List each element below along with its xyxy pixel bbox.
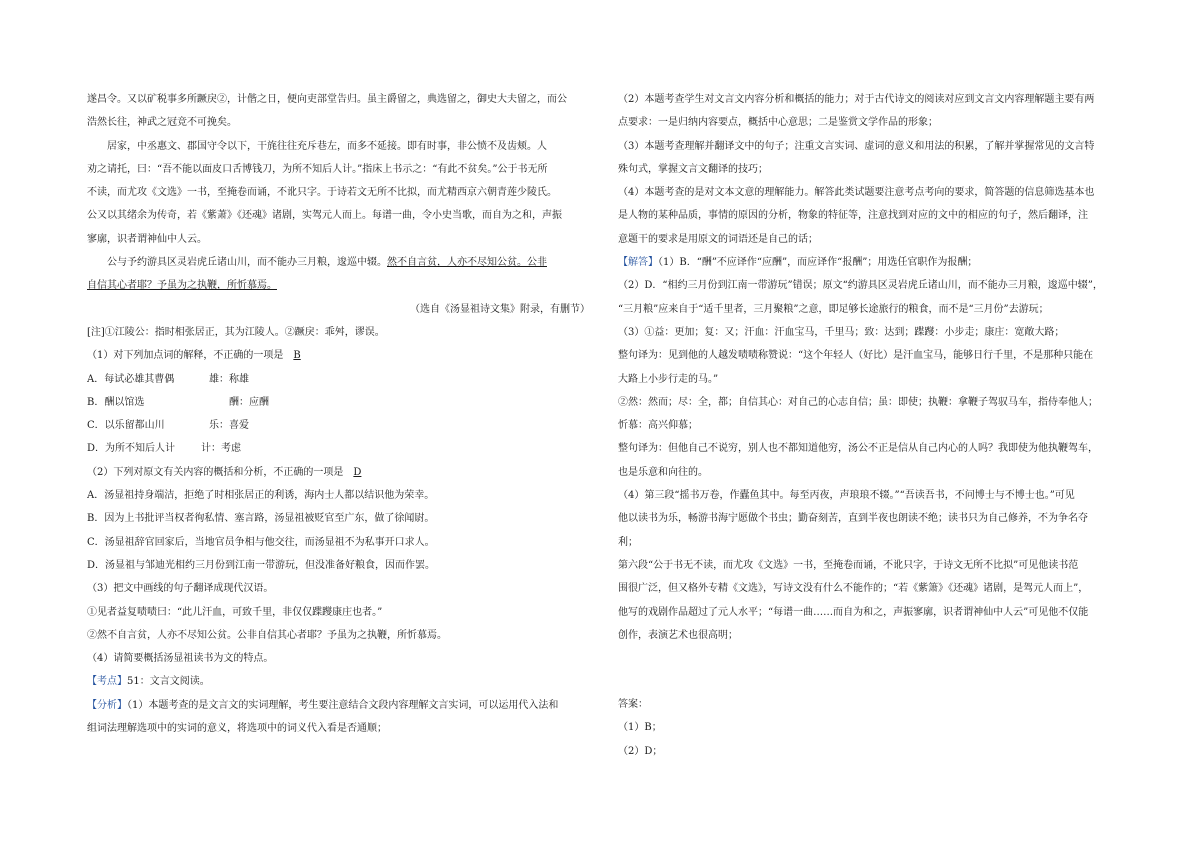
- text-line: [87, 251, 590, 274]
- text-line: 也是乐意和向往的。: [618, 466, 708, 478]
- option-gloss: 乐：喜爱: [209, 420, 249, 432]
- text-line: （4）本题考查的是对文本文意的理解能力。解答此类试题要注意考点考向的要求，简答题的信息筛选基本也: [618, 187, 1095, 199]
- question-text: （1）对下列加点词的解释，不正确的一项是: [87, 350, 284, 362]
- jieda-tag: 【解答】: [618, 257, 658, 269]
- text-line: （2）本题考查学生对文言文内容分析和概括的能力；对于古代诗文的阅读对应到文言文内容理解题主要有两: [618, 94, 1095, 105]
- option-b: B．因为上书批评当权者徇私情、塞言路，汤显祖被贬官至广东，做了徐闻尉。: [87, 513, 435, 525]
- text-line: 围很广泛，但又格外专精《文选》，写诗文没有什么不能作的；“若《紫箫》《还魂》诸剧，是驾元人而上”，: [618, 583, 1089, 595]
- question-4: （4）请简要概括汤显祖读书为文的特点。: [87, 653, 274, 665]
- option-d: [87, 437, 590, 460]
- text-line: ②然：然而；尽：全，都；自信其心：对自己的心志自信；虽：即使；执鞭：拿鞭子驾驭马车，指侍奉他人；: [618, 396, 1098, 408]
- text-line: 创作，表演艺术也很高明；: [618, 629, 738, 641]
- option-text: A．每试必雄其曹偶: [87, 373, 175, 385]
- text-line: 寥廓，识者谓神仙中人云。: [87, 233, 207, 245]
- option-b: [87, 391, 590, 414]
- text-line: （4）第三段“摇书万卷，作蠹鱼其中。每至丙夜，声琅琅不辍。”“吾读吾书，不问博士与不博士也。”可见: [618, 490, 1075, 502]
- answer-label: 答案：: [618, 699, 648, 711]
- text-line: 整句译为：但他自己不说穷，别人也不都知道他穷，汤公不正是信从自己内心的人吗？我即使为他执鞭驾车，: [618, 443, 1098, 455]
- answer-1: （1）B；: [618, 722, 662, 734]
- option-a: A．汤显祖持身端洁，拒绝了时相张居正的利诱，海内士人都以结识他为荣幸。: [87, 490, 435, 502]
- option-c: [87, 414, 590, 437]
- text-line: [87, 274, 590, 297]
- answer-blank: D: [353, 466, 362, 478]
- text-line: 浩然长往，神武之冠竞不可挽矣。: [87, 117, 237, 129]
- kaodian-line: [87, 670, 590, 693]
- text-line: 殊句式，掌握文言文翻译的技巧；: [618, 163, 768, 175]
- text-line: 遂昌令。又以矿税事多所蹶戾②，计偕之日，便向吏部堂告归。虽主爵留之，典选留之，御史大夫留之，而公: [87, 94, 567, 105]
- kaodian-tag: 【考点】: [87, 676, 127, 688]
- jieda-line: [618, 251, 1130, 274]
- question-text: （2）下列对原文有关内容的概括和分析，不正确的一项是: [87, 466, 344, 478]
- text-line: 是人物的某种品质，事情的原因的分析，物象的特征等，注意找到对应的文中的相应的句子，然后翻译，注: [618, 210, 1088, 222]
- option-text: B．酬以馆选: [87, 396, 145, 408]
- option-gloss: 酬：应酬: [229, 396, 269, 408]
- fenxi-tag: 【分析】: [87, 699, 127, 711]
- option-gloss: 雄：称雄: [209, 373, 249, 385]
- footnote: [注]①江陵公：指时相张居正，其为江陵人。②蹶戾：乖舛，谬误。: [87, 326, 385, 338]
- underlined-sentence: 然不自言贫，人亦不尽知公贫。公非: [387, 257, 547, 269]
- left-column: [87, 88, 590, 740]
- option-a: [87, 368, 590, 391]
- text-line: “三月粮”应来自于“适千里者，三月聚粮”之意，即足够长途旅行的粮食，而不是“三月份”去游玩；: [618, 303, 1049, 315]
- option-d: D．汤显祖与邹迪光相约三月份到江南一带游玩，但没准备好粮食，因而作罢。: [87, 559, 436, 571]
- text-line: 他写的戏剧作品超过了元人水平；“每谱一曲……而自为和之，声振寥廓，识者谓神仙中人云”可见他不仅能: [618, 606, 1089, 618]
- question-2: [87, 461, 590, 484]
- text-line: 点要求：一是归纳内容要点，概括中心意思；二是鉴赏文学作品的形象；: [618, 117, 938, 129]
- answer-blank: B: [293, 350, 301, 362]
- option-c: C．汤显祖辞官回家后，当地官员争相与他交往，而汤显祖不为私事开口求人。: [87, 536, 435, 548]
- underlined-sentence: 自信其心者耶？予虽为之执鞭，所忻慕焉。: [87, 280, 277, 292]
- spacer: [618, 647, 1130, 670]
- text-line: 整句译为：见到他的人越发啧啧称赞说：“这个年轻人（好比）是汗血宝马，能够日行千里，不是那种只能在: [618, 350, 1094, 362]
- spacer: [618, 670, 1130, 693]
- option-text: D．为所不知后人计: [87, 443, 176, 455]
- jieda-text: （1）B．“酬”不应译作“应酬”，而应译作“报酬”；用选任官职作为报酬；: [658, 257, 978, 269]
- text-line: 大路上小步行走的马。”: [618, 373, 719, 385]
- text-segment: 公与予约游具区灵岩虎丘诸山川，而不能办三月粮，逡巡中辍。: [107, 257, 387, 269]
- question-3: （3）把文中画线的句子翻译成现代汉语。: [87, 583, 274, 595]
- text-line: 不读，而尤攻《文选》一书，至掩卷而诵，不讹只字。于诗若文无所不比拟，而尤精西京六朝青莲少陵氏。: [87, 187, 557, 199]
- question-1: [87, 344, 590, 367]
- sentence-2: ②然不自言贫，人亦不尽知公贫。公非自信其心者耶？予虽为之执鞭，所忻慕焉。: [87, 629, 447, 641]
- text-line: 公又以其绪余为传奇，若《紫萧》《还魂》诸剧，实驾元人而上。每谱一曲，令小史当歌，而自为之和，声振: [87, 210, 562, 222]
- text-line: （3）①益：更加；复：又；汗血：汗血宝马，千里马；致：达到；蹀躞：小步走；康庄：宽敞大路；: [618, 326, 1065, 338]
- text-line: 他以读书为乐，畅游书海宁愿做个书虫；勤奋刻苦，直到半夜也朗读不绝；读书只为自己修养，不为争名夺: [618, 513, 1088, 525]
- source-note: （选自《汤显祖诗文集》附录，有删节）: [410, 303, 590, 315]
- kaodian-text: 51：文言文阅读。: [127, 676, 210, 688]
- text-line: 居家，中丞惠文、郡国守令以下，干旄往往充斥巷左，而多不延接。即有时事，非公愤不及齿颊。人: [107, 140, 547, 152]
- option-text: C．以乐留都山川: [87, 420, 165, 432]
- answer-2: （2）D；: [618, 745, 663, 757]
- option-gloss: 计：考虑: [201, 443, 241, 455]
- fenxi-line: [87, 694, 590, 717]
- fenxi-text: （1）本题考查的是文言文的实词理解，考生要注意结合文段内容理解文言实词，可以运用代入法和: [127, 699, 559, 711]
- text-line: 忻慕：高兴仰慕；: [618, 420, 698, 432]
- text-line: 劝之请托，曰：“吾不能以面皮口舌博钱刀，为所不知后人计。”指床上书示之：“有此不贫矣。”公于书无所: [87, 163, 548, 175]
- sentence-1: ①见者益复啧啧曰：“此儿汗血，可致千里，非仅仅蹀躞康庄也者。”: [87, 606, 383, 618]
- text-line: 意题干的要求是用原文的词语还是自己的话；: [618, 233, 818, 245]
- text-line: （2）D．“相约三月份到江南一带游玩”错误；原文“约游具区灵岩虎丘诸山川，而不能办三月粮，逡巡中辍”，: [618, 280, 1103, 292]
- text-line: 利；: [618, 536, 638, 548]
- text-line: 第六段“公于书无不读，而尤攻《文选》一书，至掩卷而诵，不讹只字，于诗文无所不比拟”可见他读书范: [618, 559, 1079, 571]
- text-line: （3）本题考查理解并翻译文中的句子；注重文言实词、虚词的意义和用法的积累，了解并掌握常见的文言特: [618, 140, 1095, 152]
- text-line: 组词法理解选项中的实词的意义，将选项中的词义代入看是否通顺；: [87, 723, 387, 735]
- right-column: [618, 88, 1130, 763]
